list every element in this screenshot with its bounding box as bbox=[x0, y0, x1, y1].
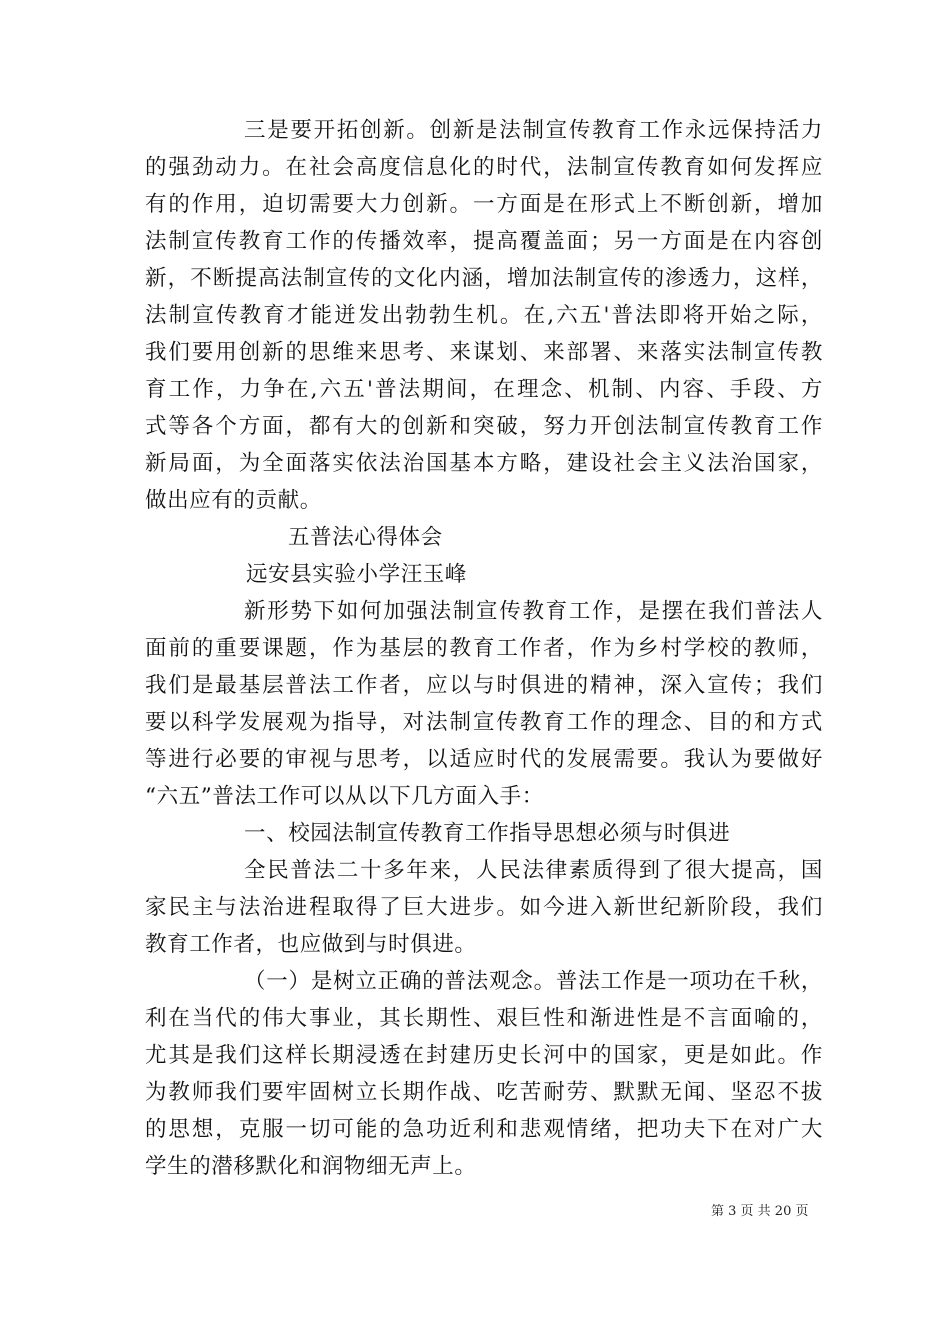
text-line: 做出应有的贡献。 bbox=[145, 488, 322, 513]
text-line: 法制宣传教育才能迸发出勃勃生机。在,六五'普法即将开始之际， bbox=[145, 303, 823, 328]
paragraph-concept bbox=[145, 963, 823, 1185]
text-line: 为教师我们要牢固树立长期作战、吃苦耐劳、默默无闻、坚忍不拔 bbox=[145, 1080, 823, 1105]
text-line: 育工作，力争在,六五'普法期间，在理念、机制、内容、手段、方 bbox=[145, 377, 823, 402]
document-body bbox=[145, 112, 823, 1185]
text-line: 法制宣传教育工作的传播效率，提高覆盖面；另一方面是在内容创 bbox=[145, 229, 823, 254]
text-line: 的强劲动力。在社会高度信息化的时代，法制宣传教育如何发挥应 bbox=[145, 155, 823, 180]
text-line: 新，不断提高法制宣传的文化内涵，增加法制宣传的渗透力，这样， bbox=[145, 266, 823, 291]
paragraph-intro bbox=[145, 593, 823, 815]
text-line: 学生的潜移默化和润物细无声上。 bbox=[145, 1154, 477, 1179]
text-line: 尤其是我们这样长期浸透在封建历史长河中的国家，更是如此。作 bbox=[145, 1043, 823, 1068]
text-line: 新形势下如何加强法制宣传教育工作，是摆在我们普法人 bbox=[244, 599, 823, 624]
text-line: 教育工作者，也应做到与时俱进。 bbox=[145, 932, 477, 957]
text-line: （一）是树立正确的普法观念。普法工作是一项功在千秋， bbox=[244, 969, 823, 994]
text-line: 三是要开拓创新。创新是法制宣传教育工作永远保持活力 bbox=[244, 118, 823, 143]
text-line: 面前的重要课题，作为基层的教育工作者，作为乡村学校的教师， bbox=[145, 636, 823, 661]
text-line: 利在当代的伟大事业，其长期性、艰巨性和渐进性是不言面喻的， bbox=[145, 1006, 823, 1031]
text-line: “六五”普法工作可以从以下几方面入手： bbox=[145, 784, 544, 809]
paragraph-innovation bbox=[145, 112, 823, 519]
paragraph-progress bbox=[145, 852, 823, 963]
article-title: 五普法心得体会 bbox=[288, 525, 443, 550]
text-line: 的思想，克服一切可能的急功近利和悲观情绪，把功夫下在对广大 bbox=[145, 1117, 823, 1142]
text-line: 新局面，为全面落实依法治国基本方略，建设社会主义法治国家， bbox=[145, 451, 823, 476]
article-author: 远安县实验小学汪玉峰 bbox=[246, 562, 468, 587]
text-line: 式等各个方面，都有大的创新和突破，努力开创法制宣传教育工作 bbox=[145, 414, 823, 439]
text-line: 全民普法二十多年来，人民法律素质得到了很大提高，国 bbox=[244, 858, 823, 883]
page-number: 第 3 页 共 20 页 bbox=[711, 1204, 809, 1219]
text-line: 我们是最基层普法工作者，应以与时俱进的精神，深入宣传；我们 bbox=[145, 673, 823, 698]
text-line: 我们要用创新的思维来思考、来谋划、来部署、来落实法制宣传教 bbox=[145, 340, 823, 365]
text-line: 家民主与法治进程取得了巨大进步。如今进入新世纪新阶段，我们 bbox=[145, 895, 823, 920]
text-line: 等进行必要的审视与思考，以适应时代的发展需要。我认为要做好 bbox=[145, 747, 823, 772]
section-heading: 一、校园法制宣传教育工作指导思想必须与时俱进 bbox=[244, 821, 731, 846]
text-line: 要以科学发展观为指导，对法制宣传教育工作的理念、目的和方式 bbox=[145, 710, 823, 735]
text-line: 有的作用，迫切需要大力创新。一方面是在形式上不断创新，增加 bbox=[145, 192, 823, 217]
